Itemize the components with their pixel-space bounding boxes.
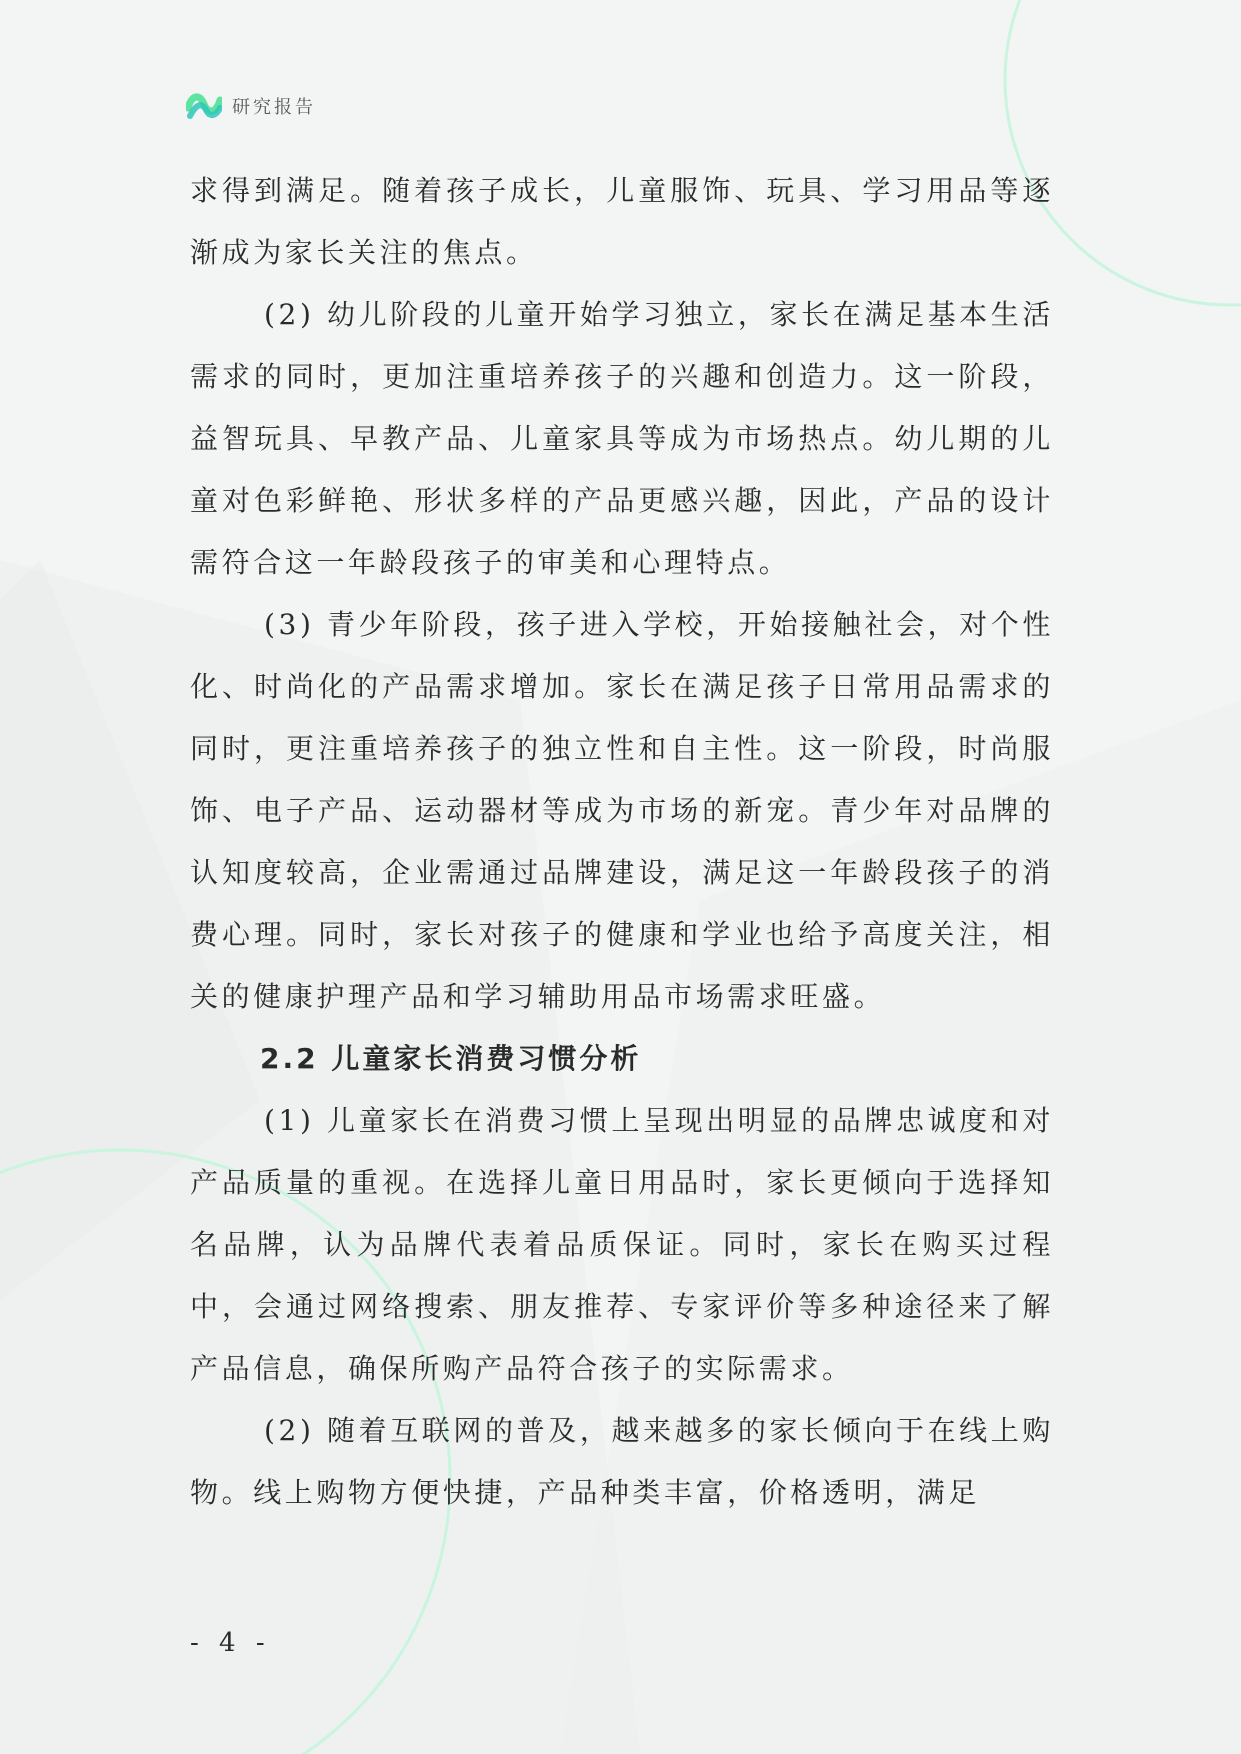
paragraph-teen-stage: (3) 青少年阶段，孩子进入学校，开始接触社会，对个性化、时尚化的产品需求增加。家长在满足孩子日常用品需求的同时，更注重培养孩子的独立性和自主性。这一阶段，时尚服饰、电子产品、运动器材等成为市场的新宠。青少年对品牌的认知度较高，企业需通过品牌建设，满足这一年龄段孩子的消费心理。同时，家长对孩子的健康和学业也给予高度关注，相关的健康护理产品和学习辅助用品市场需求旺盛。	[190, 608, 1054, 1013]
header-title: 研究报告	[232, 97, 316, 118]
paragraph-infant-stage: (2) 幼儿阶段的儿童开始学习独立，家长在满足基本生活需求的同时，更加注重培养孩子的兴趣和创造力。这一阶段，益智玩具、早教产品、儿童家具等成为市场热点。幼儿期的儿童对色彩鲜艳、形状多样的产品更感兴趣，因此，产品的设计需符合这一年龄段孩子的审美和心理特点。	[190, 298, 1054, 579]
document-body	[190, 160, 1054, 1524]
logo-icon	[186, 90, 222, 122]
paragraph-online-shopping: (2) 随着互联网的普及，越来越多的家长倾向于在线上购物。线上购物方便快捷，产品种类丰富，价格透明，满足	[190, 1414, 1054, 1509]
section-heading: 2.2 儿童家长消费习惯分析	[260, 1042, 642, 1075]
paragraph-brand-loyalty: (1) 儿童家长在消费习惯上呈现出明显的品牌忠诚度和对产品质量的重视。在选择儿童日用品时，家长更倾向于选择知名品牌，认为品牌代表着品质保证。同时，家长在购买过程中，会通过网络搜索、朋友推荐、专家评价等多种途径来了解产品信息，确保所购产品符合孩子的实际需求。	[190, 1104, 1054, 1385]
paragraph-continuation: 求得到满足。随着孩子成长，儿童服饰、玩具、学习用品等逐渐成为家长关注的焦点。	[190, 174, 1054, 269]
page-header	[186, 88, 316, 124]
page-number: - 4 -	[190, 1628, 271, 1658]
